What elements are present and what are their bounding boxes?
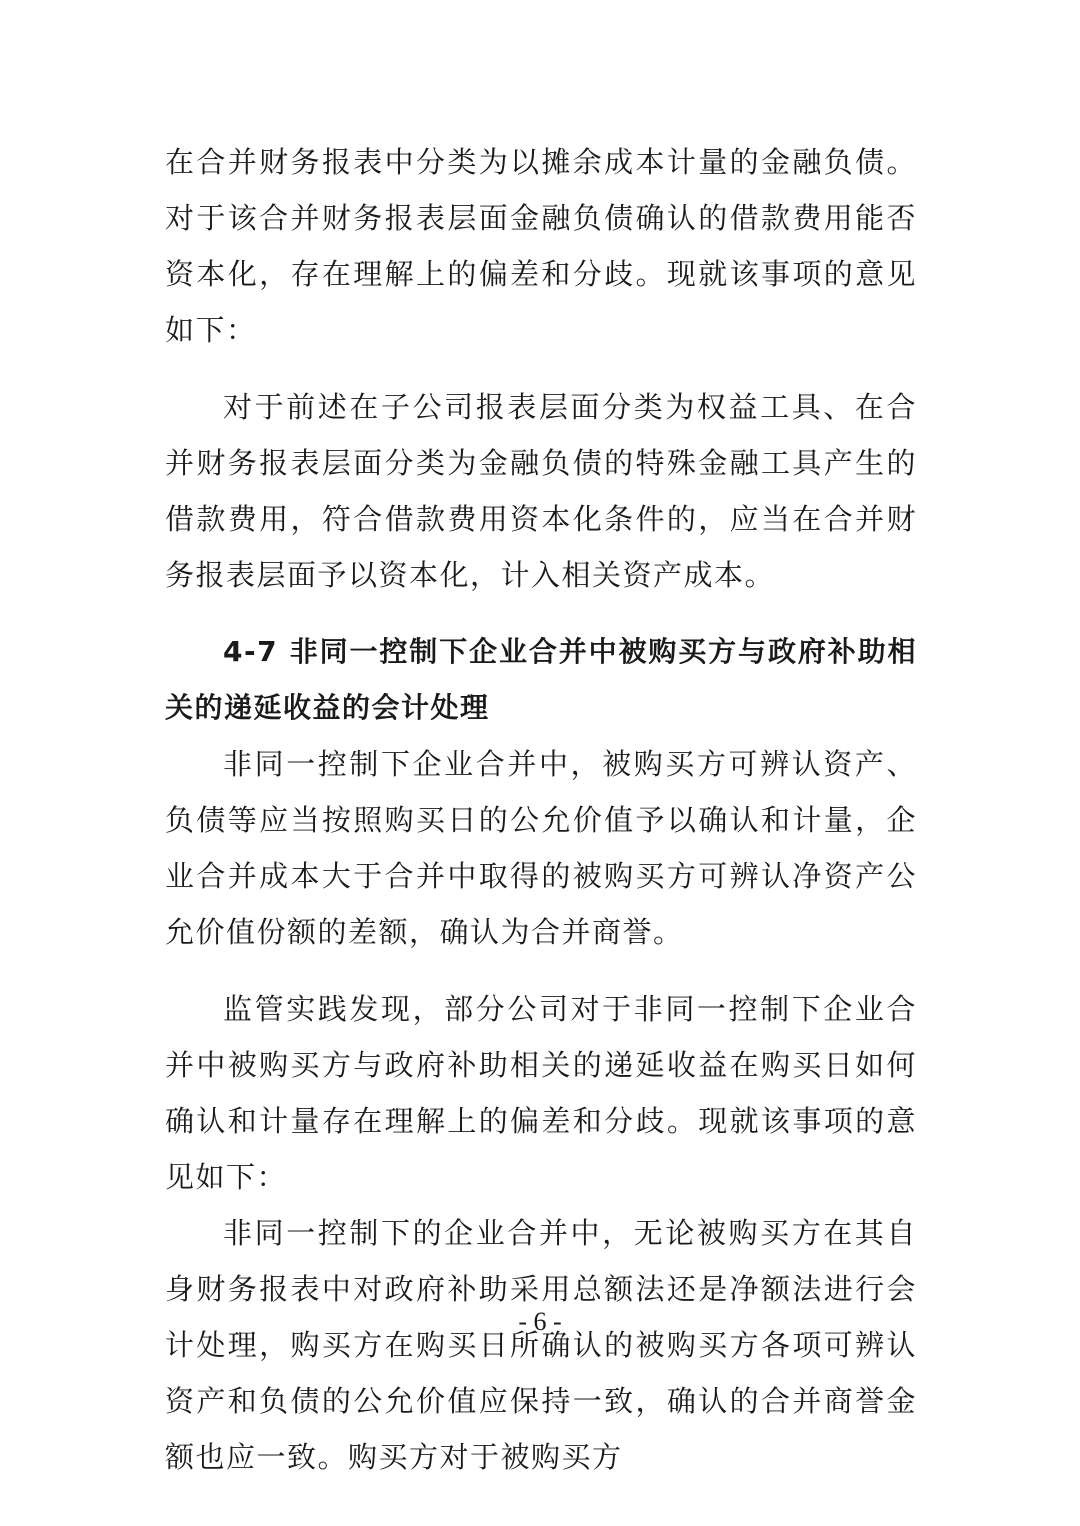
paragraph-opinion: 非同一控制下的企业合并中，无论被购买方在其自身财务报表中对政府补助采用总额法还是净额法进行会计处理，购买方在购买日所确认的被购买方各项可辨认资产和负债的公允价值应保持一致，确认的合并商誉金额也应一致。购买方对于被购买方 [165,1216,917,1474]
paragraph-gap [165,358,917,379]
paragraph-gap [165,960,917,981]
paragraph-business-combination: 非同一控制下企业合并中，被购买方可辨认资产、负债等应当按照购买日的公允价值予以确认和计量，企业合并成本大于合并中取得的被购买方可辨认净资产公允价值份额的差额，确认为合并商誉。 [165,747,917,949]
paragraph-supervision-finding: 监管实践发现，部分公司对于非同一控制下企业合并中被购买方与政府补助相关的递延收益在购买日如何确认和计量存在理解上的偏差和分歧。现就该事项的意见如下： [165,992,917,1194]
paragraph-continuation: 在合并财务报表中分类为以摊余成本计量的金融负债。对于该合并财务报表层面金融负债确认的借款费用能否资本化，存在理解上的偏差和分歧。现就该事项的意见如下： [165,145,917,347]
paragraph-gap [165,603,917,624]
paragraph-borrowing-costs-opinion: 对于前述在子公司报表层面分类为权益工具、在合并财务报表层面分类为金融负债的特殊金融工具产生的借款费用，符合借款费用资本化条件的，应当在合并财务报表层面予以资本化，计入相关资产成本。 [165,390,917,592]
section-heading-4-7: 4-7 非同一控制下企业合并中被购买方与政府补助相关的递延收益的会计处理 [165,635,917,724]
document-body [165,134,917,1485]
page-number: - 6 - [518,1307,562,1336]
